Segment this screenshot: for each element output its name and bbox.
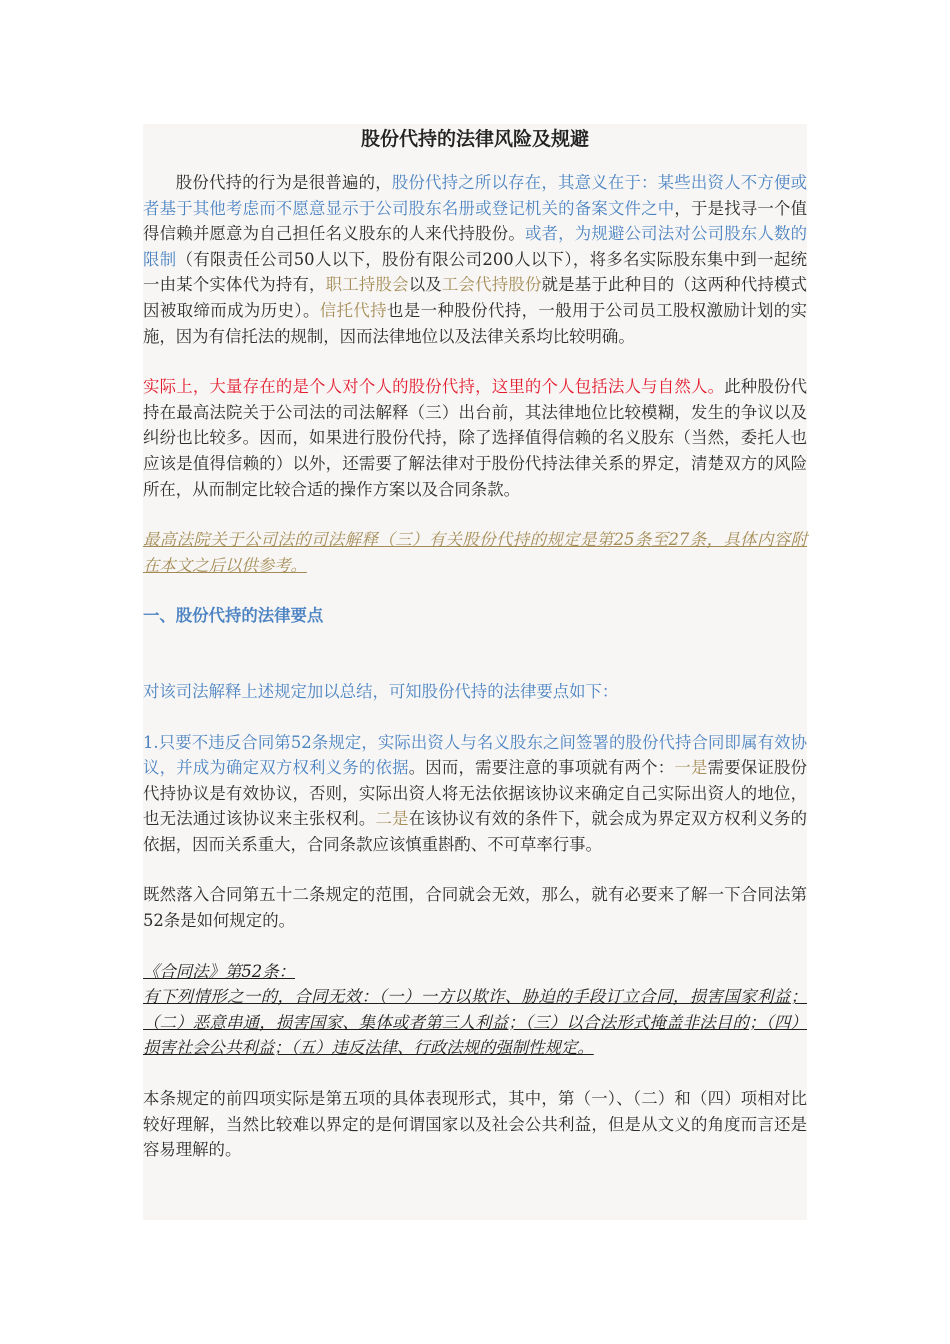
reference-note-text: 最高法院关于公司法的司法解释（三）有关股份代持的规定是第25条至27条，具体内容附在本文之后以供参考。: [143, 530, 807, 575]
intro-text-g: 以及: [408, 275, 442, 295]
law-title: 《合同法》第52条：: [143, 961, 295, 981]
contract-law-intro: 既然落入合同第五十二条规定的范围，合同就会无效，那么，就有必要来了解一下合同法第52条是如何规定的。: [143, 885, 807, 931]
intro-text-c: ，于是找寻一个值得信赖并愿意为自己担任名义股东的人来代持股份。: [143, 198, 808, 244]
highlight-sentence: 实际上，大量存在的是个人对个人的股份代持，这里的个人包括法人与自然人。: [143, 377, 725, 397]
point-1-text-e: 二是: [375, 809, 409, 829]
document-page: [143, 124, 807, 1220]
intro-text-f: 职工持股会: [325, 275, 409, 295]
second-paragraph: [143, 374, 807, 502]
intro-text-i: 就是基于此种目的（这两种代持模式因被取缔而成为历史）。: [143, 275, 808, 320]
law-quote: [143, 959, 807, 1061]
intro-text-b: 股份代持之所以存在，其意义在于：某些出资人不方便或者基于其他考虑而不愿意显示于公司股东名册或登记机关的备案文件之中: [143, 173, 807, 218]
reference-note: [143, 527, 807, 578]
point-1-paragraph: [143, 730, 807, 858]
second-paragraph-text: 此种股份代持在最高法院关于公司法的司法解释（三）出台前，其法律地位比较模糊，发生的争议以及纠纷也比较多。因而，如果进行股份代持，除了选择值得信赖的名义股东（当然，委托人也应该是值得信赖的）以外，还需要了解法律对于股份代持法律关系的界定，清楚双方的风险所在，从而制定比较合适的操作方案以及合同条款。: [143, 377, 807, 499]
intro-text-e: （有限责任公司50人以下，股份有限公司200人以下），将多名实际股东集中到一起统一由某个实体代为持有，: [143, 249, 807, 295]
summary-intro: 对该司法解释上述规定加以总结，可知股份代持的法律要点如下：: [143, 681, 619, 701]
point-1-text-d: 需要保证股份代持协议是有效协议，否则，实际出资人将无法依据该协议来确定自己实际出资人的地位，也无法通过该协议来主张权利。: [143, 758, 808, 829]
intro-text-d: 或者，为规避公司法对公司股东人数的限制: [143, 224, 808, 269]
intro-text-k: 也是一种股份代持，一般用于公司员工股权激励计划的实施，因为有信托法的规制，因而法律地位以及法律关系均比较明确。: [143, 300, 808, 346]
law-body: 有下列情形之一的，合同无效：（一）一方以欺诈、胁迫的手段订立合同，损害国家利益；（二）恶意串通，损害国家、集体或者第三人利益；（三）以合法形式掩盖非法目的；（四）损害社会公共利益；（五）违反法律、行政法规的强制性规定。: [143, 987, 807, 1058]
point-1-text-b: 。因而，需要注意的事项就有两个：: [408, 758, 675, 778]
point-1-text-c: 一是: [674, 758, 708, 778]
intro-text-h: 工会代持股份: [441, 275, 542, 295]
intro-text-a: 股份代持的行为是很普遍的，: [175, 173, 392, 192]
point-1-text-a: 1.只要不违反合同第52条规定，实际出资人与名义股东之间签署的股份代持合同即属有效协议，并成为确定双方权利义务的依据: [143, 732, 807, 778]
intro-text-j: 信托代持: [319, 300, 388, 320]
document-title: 股份代持的法律风险及规避: [360, 128, 589, 150]
section-heading-1: 一、股份代持的法律要点: [143, 606, 324, 626]
closing-paragraph: 本条规定的前四项实际是第五项的具体表现形式，其中，第（一）、（二）和（四）项相对比较好理解，当然比较难以界定的是何谓国家以及社会公共利益，但是从文义的角度而言还是容易理解的。: [143, 1089, 807, 1160]
point-1-text-f: 在该协议有效的条件下，就会成为界定双方权利义务的依据，因而关系重大，合同条款应该慎重斟酌、不可草率行事。: [143, 809, 808, 854]
intro-paragraph: [143, 170, 807, 349]
